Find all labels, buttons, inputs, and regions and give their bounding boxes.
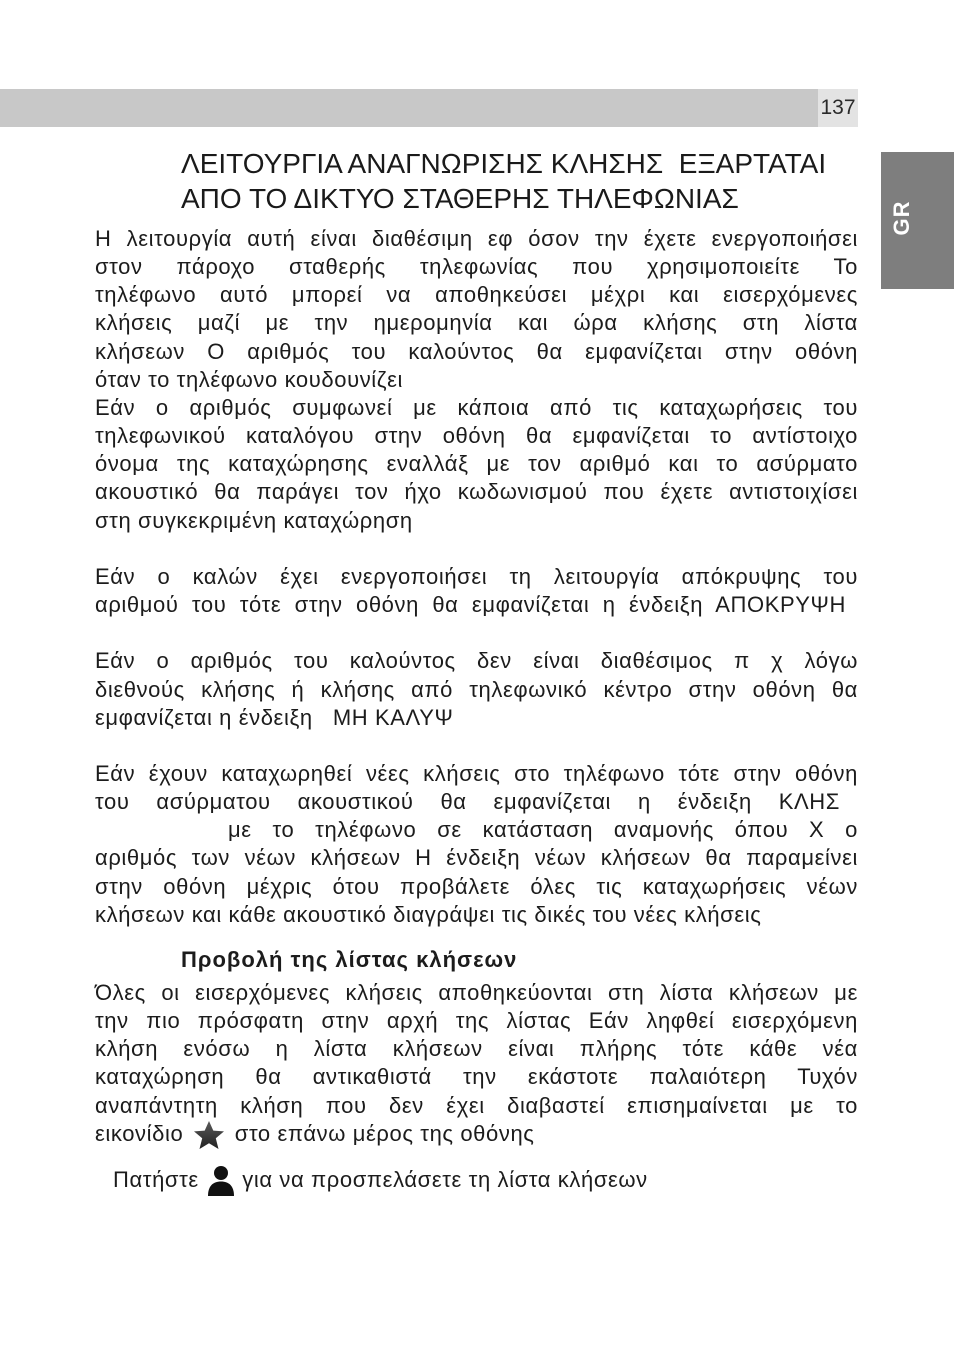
text-line: ακουστικό θα παράγει τον ήχο κωδωνισμού που έχετε αντιστοιχίσει [95,479,858,505]
text-line: στη συγκεκριμένη καταχώρηση [95,507,413,533]
call-list-instruction [113,1165,648,1197]
text-line: Εάν έχουν καταχωρηθεί νέες κλήσεις στο τηλέφωνο τότε στην οθόνη [95,760,858,786]
text-line: κλήσεων Ο αριθμός του καλούντος θα εμφανίζεται στην οθόνη [95,338,858,364]
text-segment: Πατήστε [113,1166,199,1192]
text-segment: για να προσπελάσετε τη λίστα κλήσεων [242,1166,648,1192]
text-line: Εάν ο καλών έχει ενεργοποιήσει τη λειτουργία απόκρυψης του [95,563,858,589]
call-list-text [95,979,858,1148]
text-line: με το τηλέφωνο σε κατάσταση αναμονής όπου Χ ο [228,817,858,843]
paragraph-gap [95,619,858,647]
text-line: στην οθόνη μέχρις ότου προβάλετε όλες τις καταχωρήσεις νέων [95,873,858,899]
title-line: ΑΠΟ ΤΟ ΔΙΚΤΥΟ ΣΤΑΘΕΡΗΣ ΤΗΛΕΦΩΝΙΑΣ [181,183,739,214]
text-line: κλήση ενόσω η λίστα κλήσεων είναι πλήρης τότε κάθε νέα [95,1036,858,1062]
section-heading: Προβολή της λίστας κλήσεων [181,947,518,972]
paragraph-gap [95,732,858,760]
text-line: αριθμού του τότε στην οθόνη θα εμφανίζεται η ένδειξη ΑΠΟΚΡΥΨΗ [95,592,846,618]
text-line: καταχώρηση θα αντικαθιστά την εκάστοτε παλαιότερη Τυχόν [95,1064,858,1090]
language-tab-label: GR [889,200,914,236]
text-line: όνομα της καταχώρησης εναλλάξ με τον αριθμό και το ασύρματο [95,451,858,477]
text-line: Όλες οι εισερχόμενες κλήσεις αποθηκεύονται στη λίστα κλήσεων με [95,980,858,1005]
text-line: κλήσεων και κάθε ακουστικό διαγράψει τις δικές του νέες κλήσεις [95,901,762,927]
text-line: εμφανίζεται η ένδειξη ΜΗ ΚΑΛΥΨ [95,704,454,730]
text-line: την πιο πρόσφατη στην αρχή της λίστας Εάν ληφθεί εισερχόμενη [95,1008,858,1034]
text-line: κλήσεις μαζί με την ημερομηνία και ώρα κλήσης στη λίστα [95,310,858,336]
text-line: όταν το τηλέφωνο κουδουνίζει [95,366,403,392]
text-line: Εάν ο αριθμός του καλούντος δεν είναι διαθέσιμος π χ λόγω [95,648,858,674]
language-tab [881,152,954,289]
text-line: αριθμός των νέων κλήσεων Η ένδειξη νέων κλήσεων θα παραμείνει [95,845,858,871]
person-icon [207,1165,235,1197]
text-line: τηλεφωνικού καταλόγου στην οθόνη θα εμφανίζεται το αντίστοιχο [95,423,858,449]
page-number: 137 [818,89,858,127]
title-line: ΛΕΙΤΟΥΡΓΙΑ ΑΝΑΓΝΩΡΙΣΗΣ ΚΛΗΣΗΣ ΕΞΑΡΤΑΤΑΙ [181,148,827,179]
text-line: Εάν ο αριθμός συμφωνεί με κάποια από τις καταχωρήσεις του [95,394,858,420]
text-line: αναπάντητη κλήση που δεν έχει διαβαστεί επισημαίνεται με το [95,1092,858,1118]
text-segment: στο επάνω μέρος της οθόνης [234,1120,535,1146]
page-header-band [0,89,818,127]
text-line: στον πάροχο σταθερής τηλεφωνίας που χρησιμοποιείτε Το [95,254,858,280]
caller-id-text [95,225,858,929]
text-line: του ασύρματου ακουστικού θα εμφανίζεται η ένδειξη ΚΛΗΣ [95,789,840,815]
star-icon [192,1120,226,1150]
page-title [181,146,826,216]
text-line: Η λειτουργία αυτή είναι διαθέσιμη εφ όσον την έχετε ενεργοποιήσει [95,226,858,251]
text-segment: εικονίδιο [95,1120,184,1146]
paragraph-gap [95,535,858,563]
text-line: τηλέφωνο αυτό μπορεί να αποθηκεύσει μέχρι και εισερχόμενες [95,282,858,308]
text-line [95,1120,858,1148]
text-line: διεθνούς κλήσης ή κλήσης από τηλεφωνικό κέντρο στην οθόνη θα [95,676,858,702]
